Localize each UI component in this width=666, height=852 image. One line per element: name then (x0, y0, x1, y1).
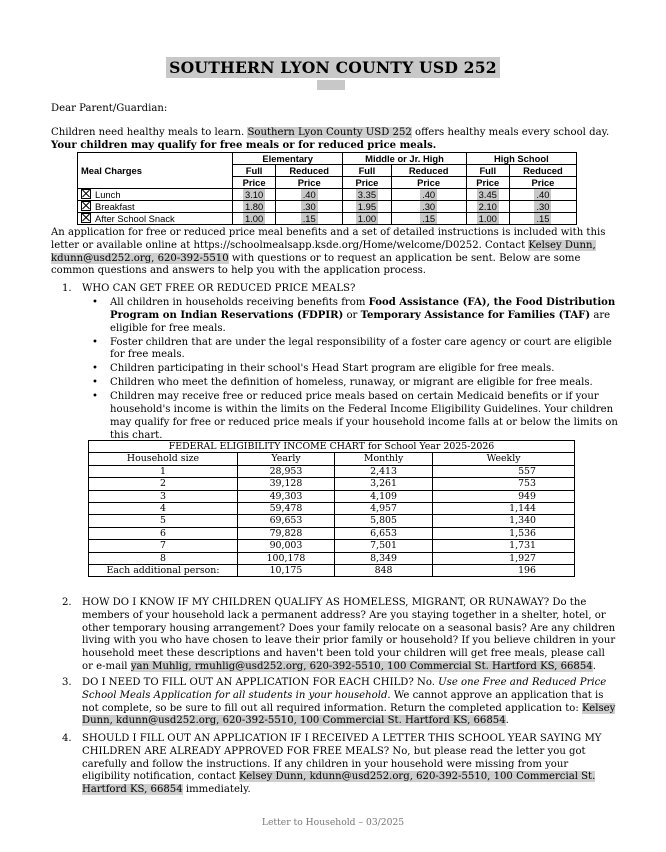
price-value: 1.00 (244, 213, 264, 224)
sub-price: Price (276, 177, 343, 189)
title-text: SOUTHERN LYON COUNTY USD 252 (166, 57, 500, 78)
sub-full: Full (343, 165, 391, 177)
price-cell (276, 201, 343, 213)
meal-charges-header: Meal Charges (78, 153, 233, 189)
household-size: 2 (89, 478, 238, 490)
monthly: 4,957 (334, 503, 432, 515)
q4-post: immediately. (182, 784, 251, 796)
col-header: Monthly (334, 453, 432, 465)
household-size: 7 (89, 540, 238, 552)
weekly: 1,927 (433, 552, 575, 564)
bullet-text: Children may receive free or reduced price meals based on certain Medicaid benefits or if your household's income is within the limits on the Federal Income Eligibility Guidelines. Your children may qualify for free or reduced price meals if your household income falls at or below the limits on this chart. (110, 391, 618, 441)
price-value: .30 (422, 201, 436, 212)
price-cell (276, 189, 343, 201)
question-text (82, 733, 618, 797)
price-cell (233, 213, 276, 225)
bullet-text: Foster children that are under the legal responsibility of a foster care agency or court are eligible for free meals. (110, 336, 612, 361)
price-cell (276, 213, 343, 225)
group-elementary: Elementary (233, 153, 343, 165)
weekly: 1,340 (433, 515, 575, 527)
sub-price: Price (509, 177, 576, 189)
weekly: 1,144 (433, 503, 575, 515)
price-cell (233, 201, 276, 213)
sub-reduced: Reduced (276, 165, 343, 177)
contact-name: Kelsey Dunn, (528, 239, 596, 251)
price-value: .15 (422, 213, 436, 224)
price-cell (233, 189, 276, 201)
question-text: WHO CAN GET FREE OR REDUCED PRICE MEALS? (82, 283, 356, 294)
weekly: 1,536 (433, 527, 575, 539)
app-line4: common questions and answers to help you with the application process. (51, 265, 427, 277)
income-chart-table (88, 440, 575, 577)
household-size: 5 (89, 515, 238, 527)
yearly: 100,178 (238, 552, 335, 564)
household-size: 1 (89, 465, 238, 477)
price-cell (391, 201, 466, 213)
monthly: 3,261 (334, 478, 432, 490)
bullet-text: or (343, 309, 361, 321)
list-item (92, 377, 618, 390)
list-item (92, 363, 618, 376)
q3-contact: Kelsey Dunn, kdunn@usd252.org, 620-392-5510, 100 Commercial St. Hartford KS, 66854 (82, 702, 616, 727)
yearly: 39,128 (238, 478, 335, 490)
col-header: Yearly (238, 453, 335, 465)
table-row (89, 527, 575, 539)
page-title (0, 58, 666, 77)
sub-full: Full (233, 165, 276, 177)
bullet-text: are eligible for free meals. (110, 309, 611, 334)
price-value: .15 (536, 213, 550, 224)
table-row (78, 201, 577, 213)
meal-row-label (78, 201, 233, 213)
monthly: 4,109 (334, 490, 432, 502)
question-3 (62, 677, 618, 728)
intro-post: offers healthy meals every school day. (411, 127, 610, 138)
meal-label: Lunch (95, 189, 121, 200)
app-line1: An application for free or reduced price meal benefits and a set of detailed instructions is included with this (51, 227, 606, 238)
table-row (78, 213, 577, 225)
price-cell (509, 189, 576, 201)
bullet-bold: Temporary Assistance for Families (TAF) (360, 309, 591, 321)
page-footer: Letter to Household – 03/2025 (261, 817, 405, 828)
checked-box-icon[interactable] (81, 213, 91, 223)
price-cell (343, 189, 391, 201)
list-item (92, 337, 618, 363)
price-value: .30 (536, 201, 550, 212)
price-cell (391, 189, 466, 201)
question-number: 2. (62, 597, 72, 608)
monthly: 7,501 (334, 540, 432, 552)
q2-contact: yan Muhlig, rmuhlig@usd252.org, 620-392-5510, 100 Commercial St. Hartford KS, 66854 (130, 660, 593, 672)
price-value: 3.45 (478, 189, 497, 200)
bullet-text: All children in households receiving benefits from (110, 297, 369, 308)
sub-full: Full (466, 165, 509, 177)
question-2 (62, 597, 618, 674)
question-number: 1. (62, 283, 72, 294)
sub-reduced: Reduced (391, 165, 466, 177)
income-chart-caption: FEDERAL ELIGIBILITY INCOME CHART for School Year 2025-2026 (89, 441, 575, 453)
application-paragraph (51, 227, 619, 278)
sub-price: Price (391, 177, 466, 189)
col-header: Weekly (433, 453, 575, 465)
q4-pre: SHOULD I FILL OUT AN APPLICATION IF I RECEIVED A LETTER THIS SCHOOL YEAR SAYING MY CHILDREN ARE ALREADY APPROVED FOR FREE MEALS? No, but please read the letter you got carefully and follow the instructions. If any children in your household were missing from your eligibility notification, contact (82, 733, 602, 783)
q3-end: . (505, 715, 509, 727)
meal-label: Breakfast (95, 201, 135, 212)
price-cell (343, 201, 391, 213)
app-line2-pre: letter or available online at (51, 239, 194, 251)
weekly: 753 (433, 478, 575, 490)
app-line3-post: with questions or to request an application be sent. Below are some (228, 252, 581, 264)
checked-box-icon[interactable] (81, 201, 91, 211)
price-value: 2.10 (478, 201, 497, 212)
question-text (82, 677, 618, 728)
price-value: 1.00 (478, 213, 497, 224)
price-value: .40 (422, 189, 436, 200)
monthly: 8,349 (334, 552, 432, 564)
meal-row-label (78, 213, 233, 225)
bullet-bold: Food Assistance (FA), the Food Distribution Program on Indian Reservations (FDPIR) (110, 297, 616, 321)
weekly: 1,731 (433, 540, 575, 552)
table-row (89, 540, 575, 552)
title-highlight-bar (317, 80, 345, 90)
question-1 (62, 283, 618, 296)
price-value: 1.95 (357, 201, 377, 212)
price-value: .40 (536, 189, 550, 200)
list-item (92, 297, 618, 335)
weekly: 949 (433, 490, 575, 502)
contact-details: kdunn@usd252.org, 620-392-5510 (51, 252, 229, 264)
intro-district: Southern Lyon County USD 252 (247, 127, 412, 138)
q2-end: . (592, 660, 596, 672)
bullet-text: Children participating in their school's Head Start program are eligible for free meals. (110, 363, 555, 375)
greeting: Dear Parent/Guardian: (51, 103, 168, 114)
q3-post: We cannot approve an application that is not complete, so be sure to fill out all required information. Return the completed application to: (82, 689, 604, 714)
meal-charges-table (77, 152, 577, 225)
meal-label: After School Snack (95, 213, 175, 224)
yearly: 69,653 (238, 515, 335, 527)
yearly: 28,953 (238, 465, 335, 477)
price-cell (343, 213, 391, 225)
price-value: 1.80 (244, 201, 264, 212)
table-row (89, 565, 575, 577)
sub-price: Price (343, 177, 391, 189)
household-size: 6 (89, 527, 238, 539)
table-row (89, 478, 575, 490)
q3-italic: Use one Free and Reduced Price School Meals Application for all students in your household. (82, 677, 607, 701)
app-line2-mid: . Contact (478, 239, 529, 251)
yearly: 90,003 (238, 540, 335, 552)
checked-box-icon[interactable] (81, 189, 91, 199)
price-value: .40 (302, 189, 316, 200)
col-header: Household size (89, 453, 238, 465)
price-value: 3.10 (244, 189, 264, 200)
bullet-text: Children who meet the definition of homeless, runaway, or migrant are eligible for free meals. (110, 377, 593, 389)
household-size: 3 (89, 490, 238, 502)
household-size: Each additional person: (89, 565, 238, 577)
intro-paragraph (51, 127, 617, 153)
table-row (89, 515, 575, 527)
weekly: 196 (433, 565, 575, 577)
price-value: .30 (302, 201, 316, 212)
price-cell (509, 201, 576, 213)
sub-price: Price (466, 177, 509, 189)
group-high: High School (466, 153, 576, 165)
question-number: 4. (62, 733, 72, 744)
sub-price: Price (233, 177, 276, 189)
eligibility-bullets (92, 297, 618, 444)
table-row (89, 503, 575, 515)
table-row (89, 552, 575, 564)
price-value: 3.35 (357, 189, 377, 200)
table-row (89, 490, 575, 502)
monthly: 6,653 (334, 527, 432, 539)
intro-bold-line: Your children may qualify for free meals or for reduced price meals. (51, 139, 437, 151)
list-item (92, 391, 618, 442)
yearly: 59,478 (238, 503, 335, 515)
price-cell (466, 213, 509, 225)
question-4 (62, 733, 618, 797)
monthly: 2,413 (334, 465, 432, 477)
intro-pre: Children need healthy meals to learn. (51, 127, 248, 138)
yearly: 79,828 (238, 527, 335, 539)
question-text (82, 597, 618, 674)
table-row (78, 189, 577, 201)
q3-pre: DO I NEED TO FILL OUT AN APPLICATION FOR EACH CHILD? No. (82, 677, 439, 688)
price-cell (466, 189, 509, 201)
price-cell (391, 213, 466, 225)
sub-reduced: Reduced (509, 165, 576, 177)
monthly: 848 (334, 565, 432, 577)
price-cell (466, 201, 509, 213)
group-middle: Middle or Jr. High (343, 153, 466, 165)
application-link[interactable]: https://schoolmealsapp.ksde.org/Home/welcome/D0252 (193, 239, 479, 251)
yearly: 10,175 (238, 565, 335, 577)
household-size: 8 (89, 552, 238, 564)
weekly: 557 (433, 465, 575, 477)
table-row (89, 465, 575, 477)
q4-contact: Kelsey Dunn, kdunn@usd252.org, 620-392-5510, 100 Commercial St. Hartford KS, 66854 (82, 771, 596, 796)
question-number: 3. (62, 677, 72, 688)
household-size: 4 (89, 503, 238, 515)
price-value: 1.00 (357, 213, 377, 224)
yearly: 49,303 (238, 490, 335, 502)
price-value: .15 (302, 213, 316, 224)
meal-row-label (78, 189, 233, 201)
q2-body: HOW DO I KNOW IF MY CHILDREN QUALIFY AS HOMELESS, MIGRANT, OR RUNAWAY? Do the members of your household lack a permanent address? Are you staying together in a shelter, hotel, or other temporary housing arrangement? Does your family relocate on a seasonal basis? Are any children living with you who have chosen to leave their prior family or household? If you believe children in your household meet these descriptions and haven't been told your children will get free meals, please call or e-mail (82, 597, 616, 672)
price-cell (509, 213, 576, 225)
monthly: 5,805 (334, 515, 432, 527)
